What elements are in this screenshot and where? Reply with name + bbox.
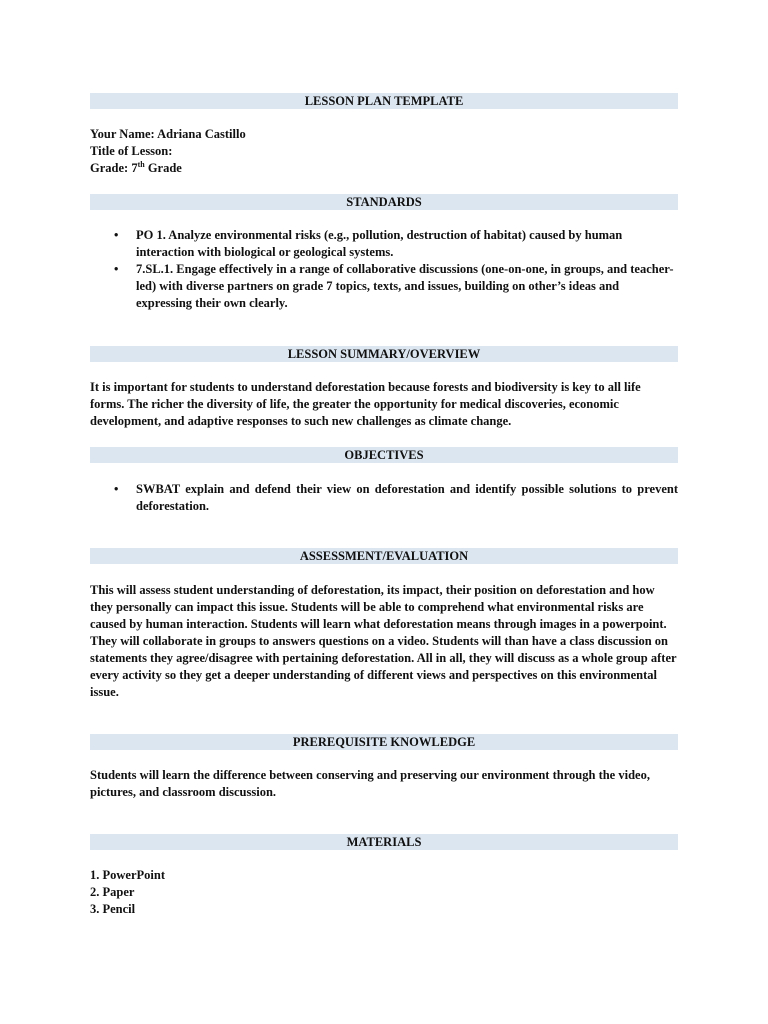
standards-header: STANDARDS — [90, 194, 678, 210]
prerequisite-text: Students will learn the difference between conserving and preserving our environment through the video, pictures, and classroom discussion. — [90, 768, 650, 799]
list-item — [90, 481, 678, 515]
objective-text: SWBAT explain and defend their view on deforestation and identify possible solutions to prevent deforestation. — [136, 482, 678, 513]
standard-text: PO 1. Analyze environmental risks (e.g., pollution, destruction of habitat) caused by human interaction with biological or geological systems. — [136, 228, 623, 259]
summary-header: LESSON SUMMARY/OVERVIEW — [90, 346, 678, 362]
list-item: 3. Pencil — [90, 902, 136, 916]
title-header: LESSON PLAN TEMPLATE — [90, 93, 678, 109]
lesson-info — [90, 126, 678, 177]
bullet-icon: • — [114, 228, 119, 242]
standard-text: 7.SL.1. Engage effectively in a range of collaborative discussions (one-on-one, in groups, and teacher-led) with diverse partners on grade 7 topics, texts, and issues, building on other’s ideas and expressing their own clearly. — [136, 262, 674, 310]
assessment-header: ASSESSMENT/EVALUATION — [90, 548, 678, 564]
materials-list — [90, 867, 678, 918]
bullet-icon: • — [114, 262, 119, 276]
list-item: 2. Paper — [90, 885, 135, 899]
standards-list — [90, 227, 678, 312]
grade-label: Grade: — [90, 161, 129, 175]
objectives-header: OBJECTIVES — [90, 447, 678, 463]
list-item: 1. PowerPoint — [90, 868, 165, 882]
grade-suffix: Grade — [147, 161, 182, 175]
summary-text: It is important for students to understand deforestation because forests and biodiversity is key to all life forms. The richer the diversity of life, the greater the opportunity for medical discoveries, economic development, and adaptive responses to such new challenges as climate change. — [90, 380, 641, 428]
lesson-title-line — [90, 143, 678, 160]
grade-number: 7 — [131, 161, 138, 175]
bullet-icon: • — [114, 482, 119, 496]
your-name-line — [90, 126, 678, 143]
assessment-text: This will assess student understanding of deforestation, its impact, their position on deforestation and how they personally can impact this issue. Students will be able to comprehend what environmental risks are caused by human interaction. Students will learn what deforestation means through images in a powerpoint. They will collaborate in groups to answers questions on a video. Students will than have a class discussion on statements they agree/disagree with pertaining deforestation. All in all, they will discuss as a whole group after every activity so they get a deeper understanding of different views and perspectives on this environmental issue. — [90, 583, 677, 699]
materials-header: MATERIALS — [90, 834, 678, 850]
list-item — [90, 261, 678, 312]
grade-line — [90, 160, 678, 177]
prerequisite-header: PREREQUISITE KNOWLEDGE — [90, 734, 678, 750]
list-item — [90, 227, 678, 261]
name-value: Adriana Castillo — [157, 127, 246, 141]
objectives-list — [90, 481, 678, 515]
name-label: Your Name: — [90, 127, 155, 141]
grade-ordinal: th — [137, 160, 145, 169]
title-label: Title of Lesson: — [90, 144, 173, 158]
